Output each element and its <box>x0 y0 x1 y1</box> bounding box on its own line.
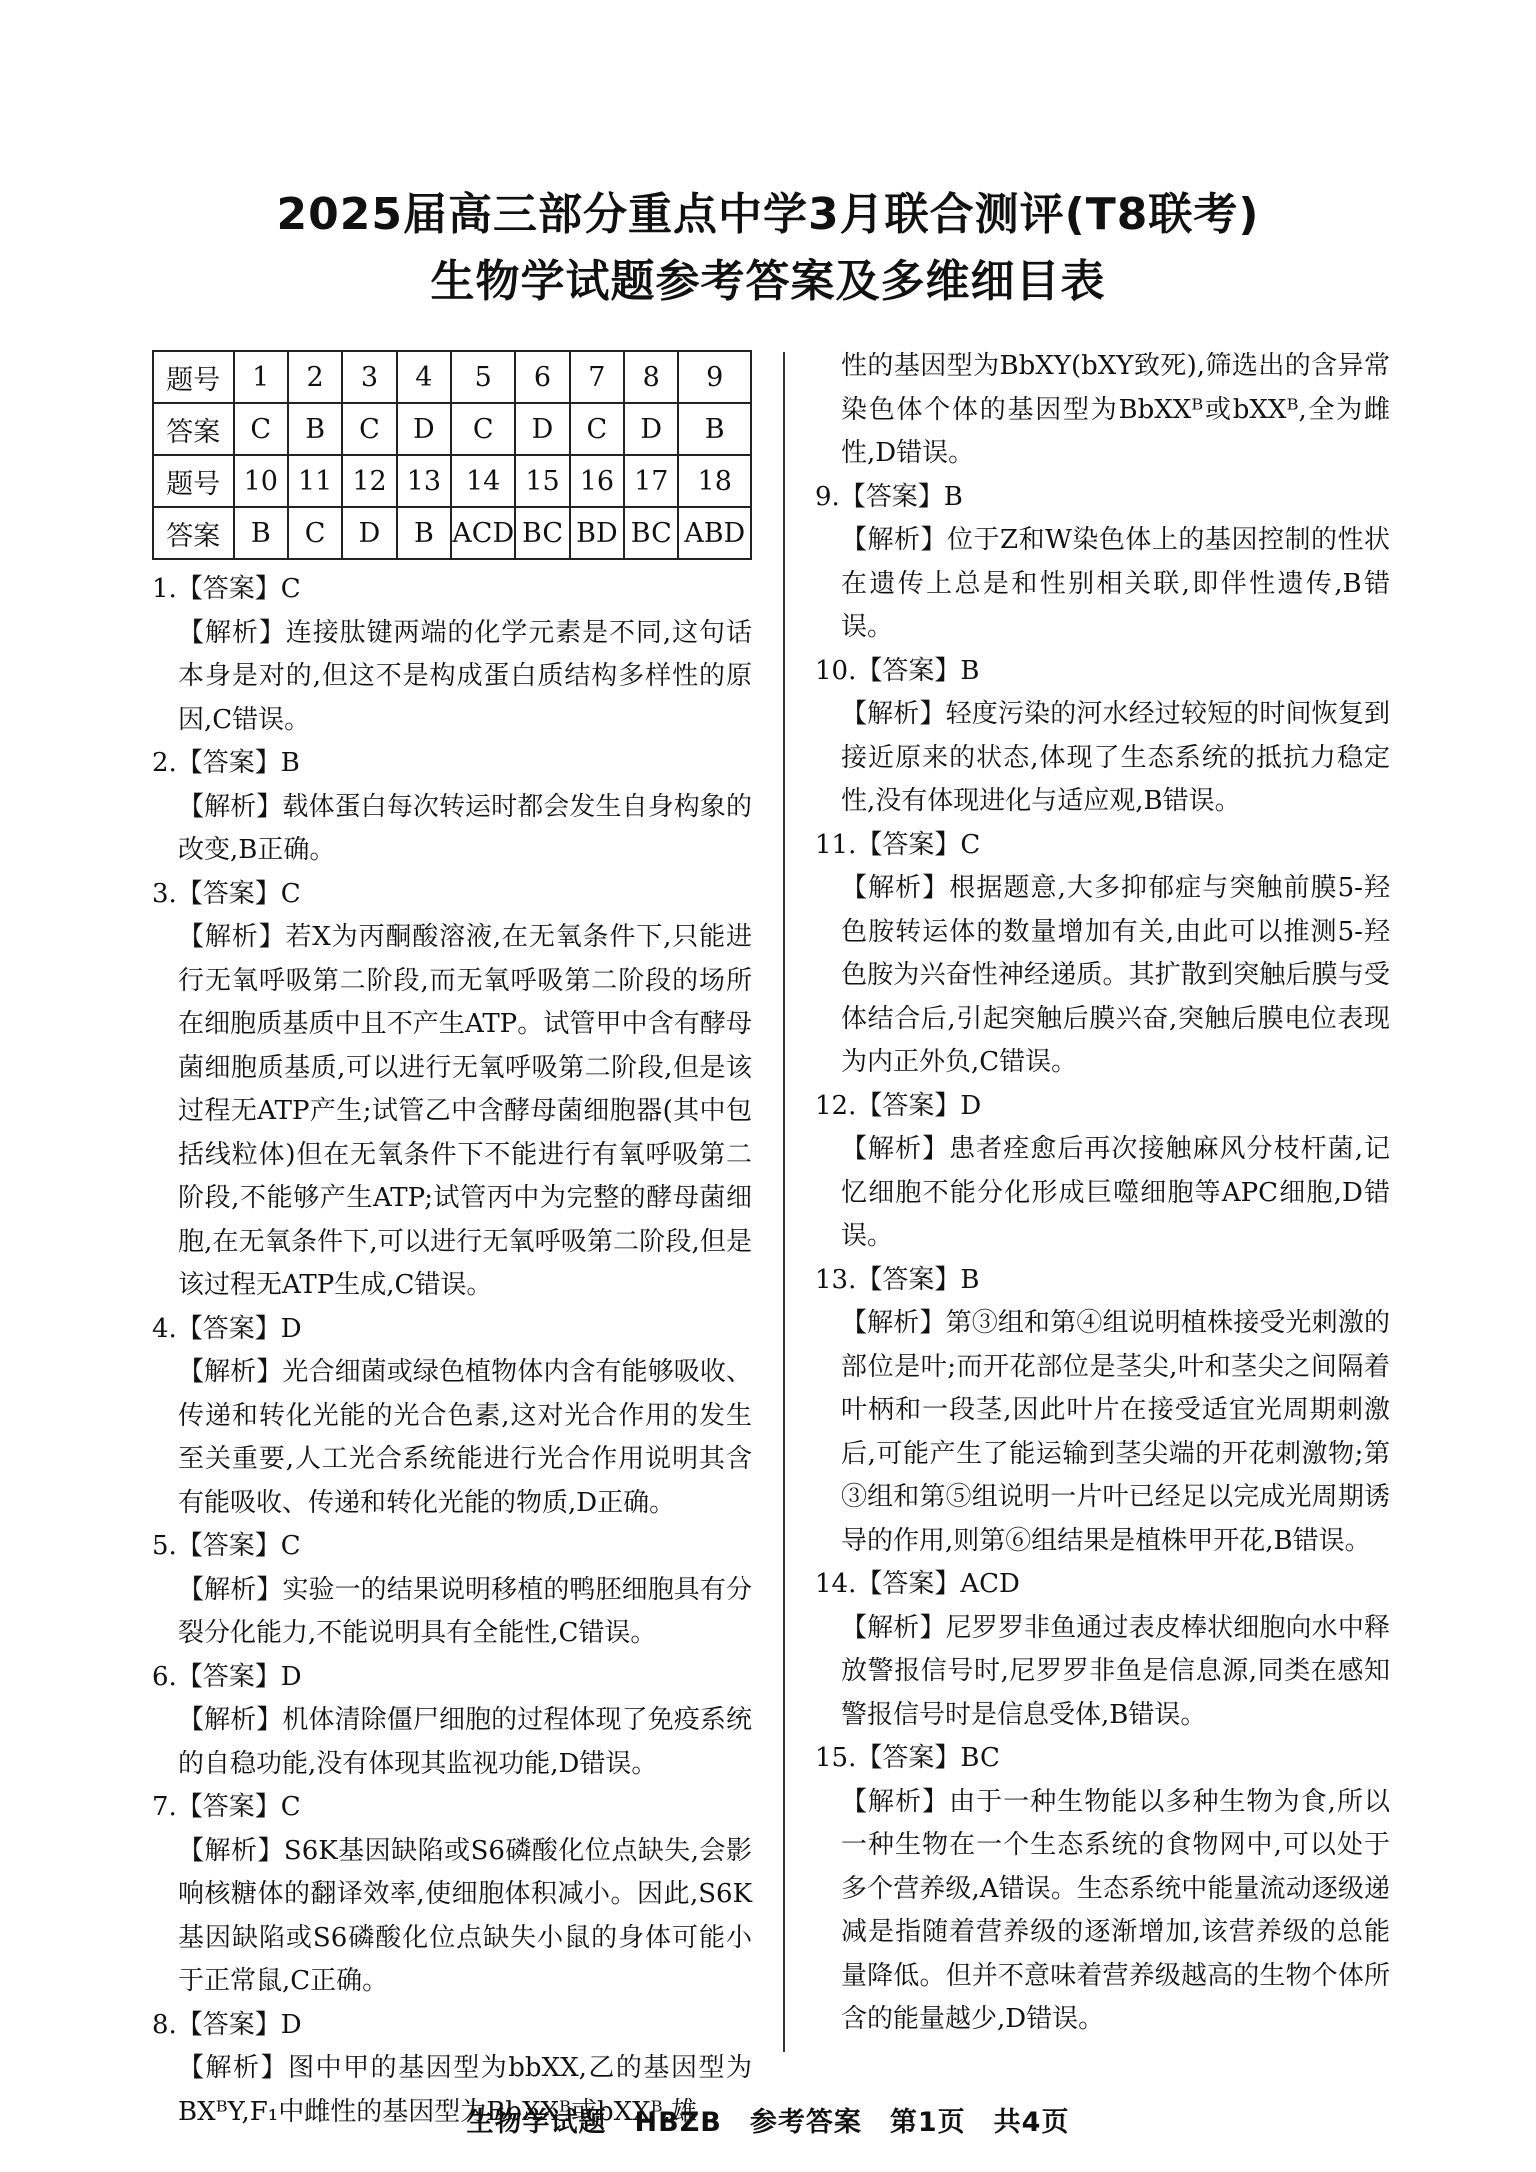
table-cell: 1 <box>234 351 288 403</box>
table-cell: C <box>342 403 396 455</box>
analysis-text: 【解析】连接肽键两端的化学元素是不同,这句话本身是对的,但这不是构成蛋白质结构多样性的原因,C错误。 <box>178 617 752 735</box>
table-cell: 15 <box>515 455 569 507</box>
answer-label: 12.【答案】D <box>815 1090 982 1121</box>
table-row <box>153 403 751 455</box>
page-title-line2: 生物学试题参考答案及多维细目表 <box>430 256 1106 307</box>
table-cell: 10 <box>234 455 288 507</box>
answer-item <box>815 1563 1390 1737</box>
table-cell: C <box>234 403 288 455</box>
table-cell: C <box>451 403 515 455</box>
answer-item <box>152 1525 752 1656</box>
left-column <box>152 350 752 2134</box>
answer-item <box>815 1259 1390 1564</box>
table-row-header: 题号 <box>153 455 234 507</box>
answer-item <box>152 873 752 1308</box>
answer-item <box>152 568 752 742</box>
table-cell: B <box>234 507 288 559</box>
answer-label: 8.【答案】D <box>152 2009 302 2040</box>
table-cell: D <box>515 403 569 455</box>
table-cell: 18 <box>678 455 751 507</box>
table-cell: 9 <box>678 351 751 403</box>
answer-label: 10.【答案】B <box>815 655 980 686</box>
analysis-text: 【解析】S6K基因缺陷或S6磷酸化位点缺失,会影响核糖体的翻译效率,使细胞体积减小。因此,S6K基因缺陷或S6磷酸化位点缺失小鼠的身体可能小于正常鼠,C正确。 <box>178 1835 752 1996</box>
table-cell: 2 <box>288 351 342 403</box>
analysis-text: 【解析】由于一种生物能以多种生物为食,所以一种生物在一个生态系统的食物网中,可以处于多个营养级,A错误。生态系统中能量流动逐级递减是指随着营养级的逐渐增加,该营养级的总能量降低。但并不意味着营养级越高的生物个体所含的能量越少,D错误。 <box>841 1786 1390 2034</box>
table-row-header: 题号 <box>153 351 234 403</box>
page-title-line1: 2025届高三部分重点中学3月联合测评(T8联考) <box>276 189 1260 240</box>
table-row <box>153 507 751 559</box>
answer-label: 11.【答案】C <box>815 829 981 860</box>
table-cell: B <box>397 507 451 559</box>
table-row-header: 答案 <box>153 403 234 455</box>
table-cell: 7 <box>570 351 624 403</box>
table-cell: D <box>342 507 396 559</box>
analysis-text: 【解析】若X为丙酮酸溶液,在无氧条件下,只能进行无氧呼吸第二阶段,而无氧呼吸第二阶段的场所在细胞质基质中且不产生ATP。试管甲中含有酵母菌细胞质基质,可以进行无氧呼吸第二阶段,但是该过程无ATP产生;试管乙中含酵母菌细胞器(其中包括线粒体)但在无氧条件下不能进行有氧呼吸第二阶段,不能够产生ATP;试管丙中为完整的酵母菌细胞,在无氧条件下,可以进行无氧呼吸第二阶段,但是该过程无ATP生成,C错误。 <box>178 922 752 1300</box>
answer-label: 13.【答案】B <box>815 1264 980 1295</box>
left-answer-list <box>152 568 752 2134</box>
analysis-text: 【解析】载体蛋白每次转运时都会发生自身构象的改变,B正确。 <box>178 791 752 865</box>
right-column <box>815 345 1390 2042</box>
analysis-text: 【解析】实验一的结果说明移植的鸭胚细胞具有分裂分化能力,不能说明具有全能性,C错误。 <box>178 1574 752 1648</box>
answer-label: 2.【答案】B <box>152 748 300 778</box>
analysis-text: 性的基因型为BbXY(bXY致死),筛选出的含异常染色体个体的基因型为BbXXᴮ或bXXᴮ,全为雌性,D错误。 <box>841 351 1390 468</box>
analysis-text: 【解析】位于Z和W染色体上的基因控制的性状在遗传上总是和性别相关联,即伴性遗传,B错误。 <box>841 525 1390 642</box>
page-footer: 生物学试题 HBZB 参考答案 第1页 共4页 <box>466 2107 1070 2138</box>
answer-item <box>815 1737 1390 2042</box>
analysis-text: 【解析】轻度污染的河水经过较短的时间恢复到接近原来的状态,体现了生态系统的抵抗力稳定性,没有体现进化与适应观,B错误。 <box>841 699 1390 816</box>
analysis-text: 【解析】尼罗罗非鱼通过表皮棒状细胞向水中释放警报信号时,尼罗罗非鱼是信息源,同类在感知警报信号时是信息受体,B错误。 <box>841 1612 1390 1730</box>
table-cell: BC <box>624 507 678 559</box>
analysis-text: 【解析】图中甲的基因型为bbXX,乙的基因型为BXᴮY,F₁中雌性的基因型为BbXXᴮ或bXXᴮ,雄 <box>178 2053 752 2127</box>
answer-label: 6.【答案】D <box>152 1661 302 1692</box>
table-cell: B <box>288 403 342 455</box>
table-cell: 17 <box>624 455 678 507</box>
answer-item <box>152 1786 752 2004</box>
analysis-text: 【解析】患者痊愈后再次接触麻风分枝杆菌,记忆细胞不能分化形成巨噬细胞等APC细胞,D错误。 <box>841 1134 1390 1251</box>
answer-label: 9.【答案】B <box>815 481 963 512</box>
answer-label: 14.【答案】ACD <box>815 1569 1020 1599</box>
table-cell: 11 <box>288 455 342 507</box>
answer-item <box>815 824 1390 1085</box>
column-divider <box>783 352 785 2052</box>
table-cell: D <box>397 403 451 455</box>
answer-table <box>152 350 752 560</box>
table-cell: B <box>678 403 751 455</box>
answer-item <box>815 1085 1390 1259</box>
answer-item <box>152 1656 752 1787</box>
table-cell: ABD <box>678 507 751 559</box>
answer-label: 5.【答案】C <box>152 1531 301 1561</box>
table-cell: 6 <box>515 351 569 403</box>
analysis-text: 【解析】根据题意,大多抑郁症与突触前膜5-羟色胺转运体的数量增加有关,由此可以推测5-羟色胺为兴奋性神经递质。其扩散到突触后膜与受体结合后,引起突触后膜兴奋,突触后膜电位表现为内正外负,C错误。 <box>841 873 1390 1077</box>
answer-label: 4.【答案】D <box>152 1313 302 1344</box>
table-cell: 3 <box>342 351 396 403</box>
table-cell: 4 <box>397 351 451 403</box>
table-cell: C <box>288 507 342 559</box>
table-cell: 8 <box>624 351 678 403</box>
table-cell: 16 <box>570 455 624 507</box>
right-answer-list <box>815 345 1390 2042</box>
answer-item <box>815 476 1390 650</box>
table-cell: 13 <box>397 455 451 507</box>
analysis-text: 【解析】机体清除僵尸细胞的过程体现了免疫系统的自稳功能,没有体现其监视功能,D错误。 <box>178 1705 752 1779</box>
answer-label: 15.【答案】BC <box>815 1743 1000 1773</box>
analysis-text: 【解析】光合细菌或绿色植物体内含有能够吸收、传递和转化光能的光合色素,这对光合作用的发生至关重要,人工光合系统能进行光合作用说明其含有能吸收、传递和转化光能的物质,D正确。 <box>178 1357 752 1518</box>
answer-item <box>152 1308 752 1526</box>
table-row <box>153 351 751 403</box>
answer-item <box>815 345 1390 476</box>
answer-item <box>815 650 1390 824</box>
table-cell: BD <box>570 507 624 559</box>
table-cell: C <box>570 403 624 455</box>
answer-item <box>152 742 752 873</box>
table-row <box>153 455 751 507</box>
table-cell: 14 <box>451 455 515 507</box>
table-cell: D <box>624 403 678 455</box>
answer-label: 1.【答案】C <box>152 574 301 604</box>
table-cell: 5 <box>451 351 515 403</box>
table-cell: 12 <box>342 455 396 507</box>
answer-label: 3.【答案】C <box>152 878 301 909</box>
table-cell: BC <box>515 507 569 559</box>
table-cell: ACD <box>451 507 515 559</box>
analysis-text: 【解析】第③组和第④组说明植株接受光刺激的部位是叶;而开花部位是茎尖,叶和茎尖之间隔着叶柄和一段茎,因此叶片在接受适宜光周期刺激后,可能产生了能运输到茎尖端的开花刺激物;第③组和第⑤组说明一片叶已经足以完成光周期诱导的作用,则第⑥组结果是植株甲开花,B错误。 <box>841 1308 1390 1556</box>
answer-label: 7.【答案】C <box>152 1792 301 1822</box>
table-row-header: 答案 <box>153 507 234 559</box>
